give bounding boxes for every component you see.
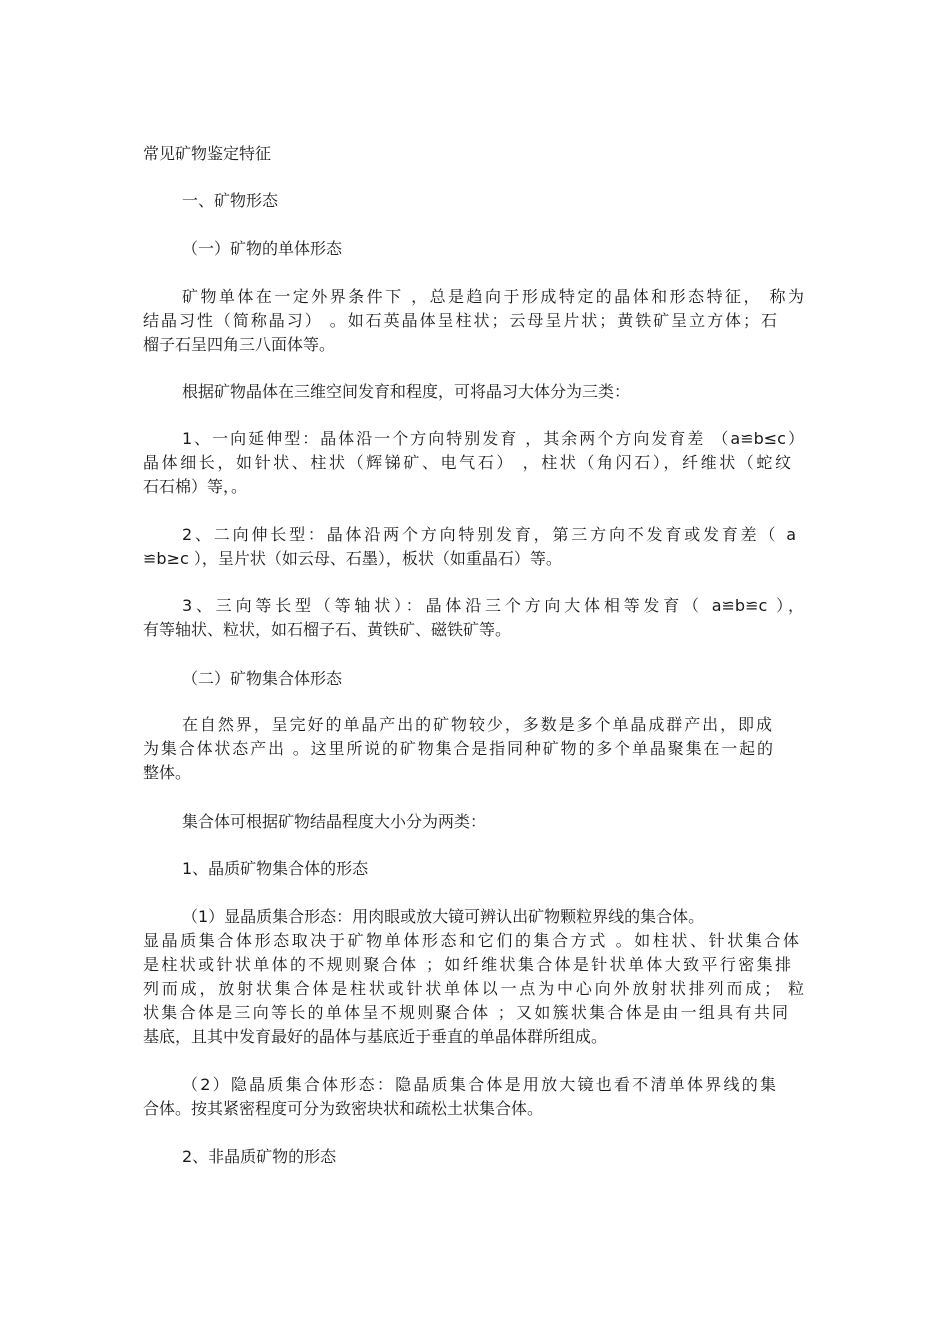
paragraph-crystal-habit-line-1: 矿物单体在一定外界条件下 ，总是趋向于形成特定的晶体和形态特征， 称为 [182,287,804,306]
paragraph-phanerocrystalline-line-5: 状集合体是三向等长的单体呈不规则聚合体 ；又如簇状集合体是由一组具有共同 [143,1003,788,1022]
paragraph-two-direction-line-2: ≌b≥c ），呈片状（如云母、石墨），板状（如重晶石）等。 [143,549,562,568]
paragraph-cryptocrystalline-line-1: （2）隐晶质集合体形态：隐晶质集合体是用放大镜也看不清单体界线的集 [182,1075,776,1094]
section-heading-morphology: 一、矿物形态 [182,191,279,210]
paragraph-aggregate-line-3: 整体。 [143,763,192,782]
paragraph-phanerocrystalline-line-6: 基底，且其中发育最好的晶体与基底近于垂直的单晶体群所组成。 [143,1027,608,1046]
paragraph-one-direction-line-2: 晶体细长，如针状、柱状（辉锑矿、电气石） ，柱状（角闪石），纤维状（蛇纹 [143,453,791,472]
document-title: 常见矿物鉴定特征 [143,144,272,163]
subsection-heading-aggregate: （二）矿物集合体形态 [182,669,343,688]
paragraph-phanerocrystalline-line-4: 列而成，放射状集合体是柱状或针状单体以一点为中心向外放射状排列而成； 粒 [143,979,804,998]
paragraph-three-direction-line-1: 3、三向等长型（等轴状）：晶体沿三个方向大体相等发育（ a≌b≌c ）， [182,596,804,615]
paragraph-three-direction-line-2: 有等轴状、粒状，如石榴子石、黄铁矿、磁铁矿等。 [143,620,512,639]
subsection-heading-single-crystal: （一）矿物的单体形态 [182,239,343,258]
paragraph-one-direction-line-3: 石石棉）等，。 [143,477,248,496]
paragraph-phanerocrystalline-line-3: 是柱状或针状单体的不规则聚合体 ；如纤维状集合体是针状单体大致平行密集排 [143,955,791,974]
subsection-heading-amorphous: 2、非晶质矿物的形态 [182,1147,337,1166]
paragraph-aggregate-classes: 集合体可根据矿物结晶程度大小分为两类： [182,812,487,831]
paragraph-phanerocrystalline-line-1: （1）显晶质集合形态：用肉眼或放大镜可辨认出矿物颗粒界线的集合体。 [182,907,705,926]
paragraph-habit-classes: 根据矿物晶体在三维空间发育和程度，可将晶习大体分为三类： [182,382,631,401]
paragraph-cryptocrystalline-line-2: 合体。按其紧密程度可分为致密块状和疏松土状集合体。 [143,1099,544,1118]
paragraph-crystal-habit-line-2: 结晶习性（简称晶习） 。如石英晶体呈柱状；云母呈片状；黄铁矿呈立方体；石 [143,311,777,330]
paragraph-one-direction-line-1: 1、一向延伸型：晶体沿一个方向特别发育 ，其余两个方向发育差 （a≌b≤c） [182,429,804,448]
subsection-heading-crystalline-aggregate: 1、晶质矿物集合体的形态 [182,859,369,878]
paragraph-two-direction-line-1: 2、二向伸长型：晶体沿两个方向特别发育，第三方向不发育或发育差（ a [182,525,796,544]
paragraph-crystal-habit-line-3: 榴子石呈四角三八面体等。 [143,335,336,354]
paragraph-aggregate-line-2: 为集合体状态产出 。这里所说的矿物集合是指同种矿物的多个单晶聚集在一起的 [143,739,773,758]
paragraph-phanerocrystalline-line-2: 显晶质集合体形态取决于矿物单体形态和它们的集合方式 。如柱状、针状集合体 [143,931,799,950]
paragraph-aggregate-line-1: 在自然界，呈完好的单晶产出的矿物较少，多数是多个单晶成群产出，即成 [182,715,772,734]
